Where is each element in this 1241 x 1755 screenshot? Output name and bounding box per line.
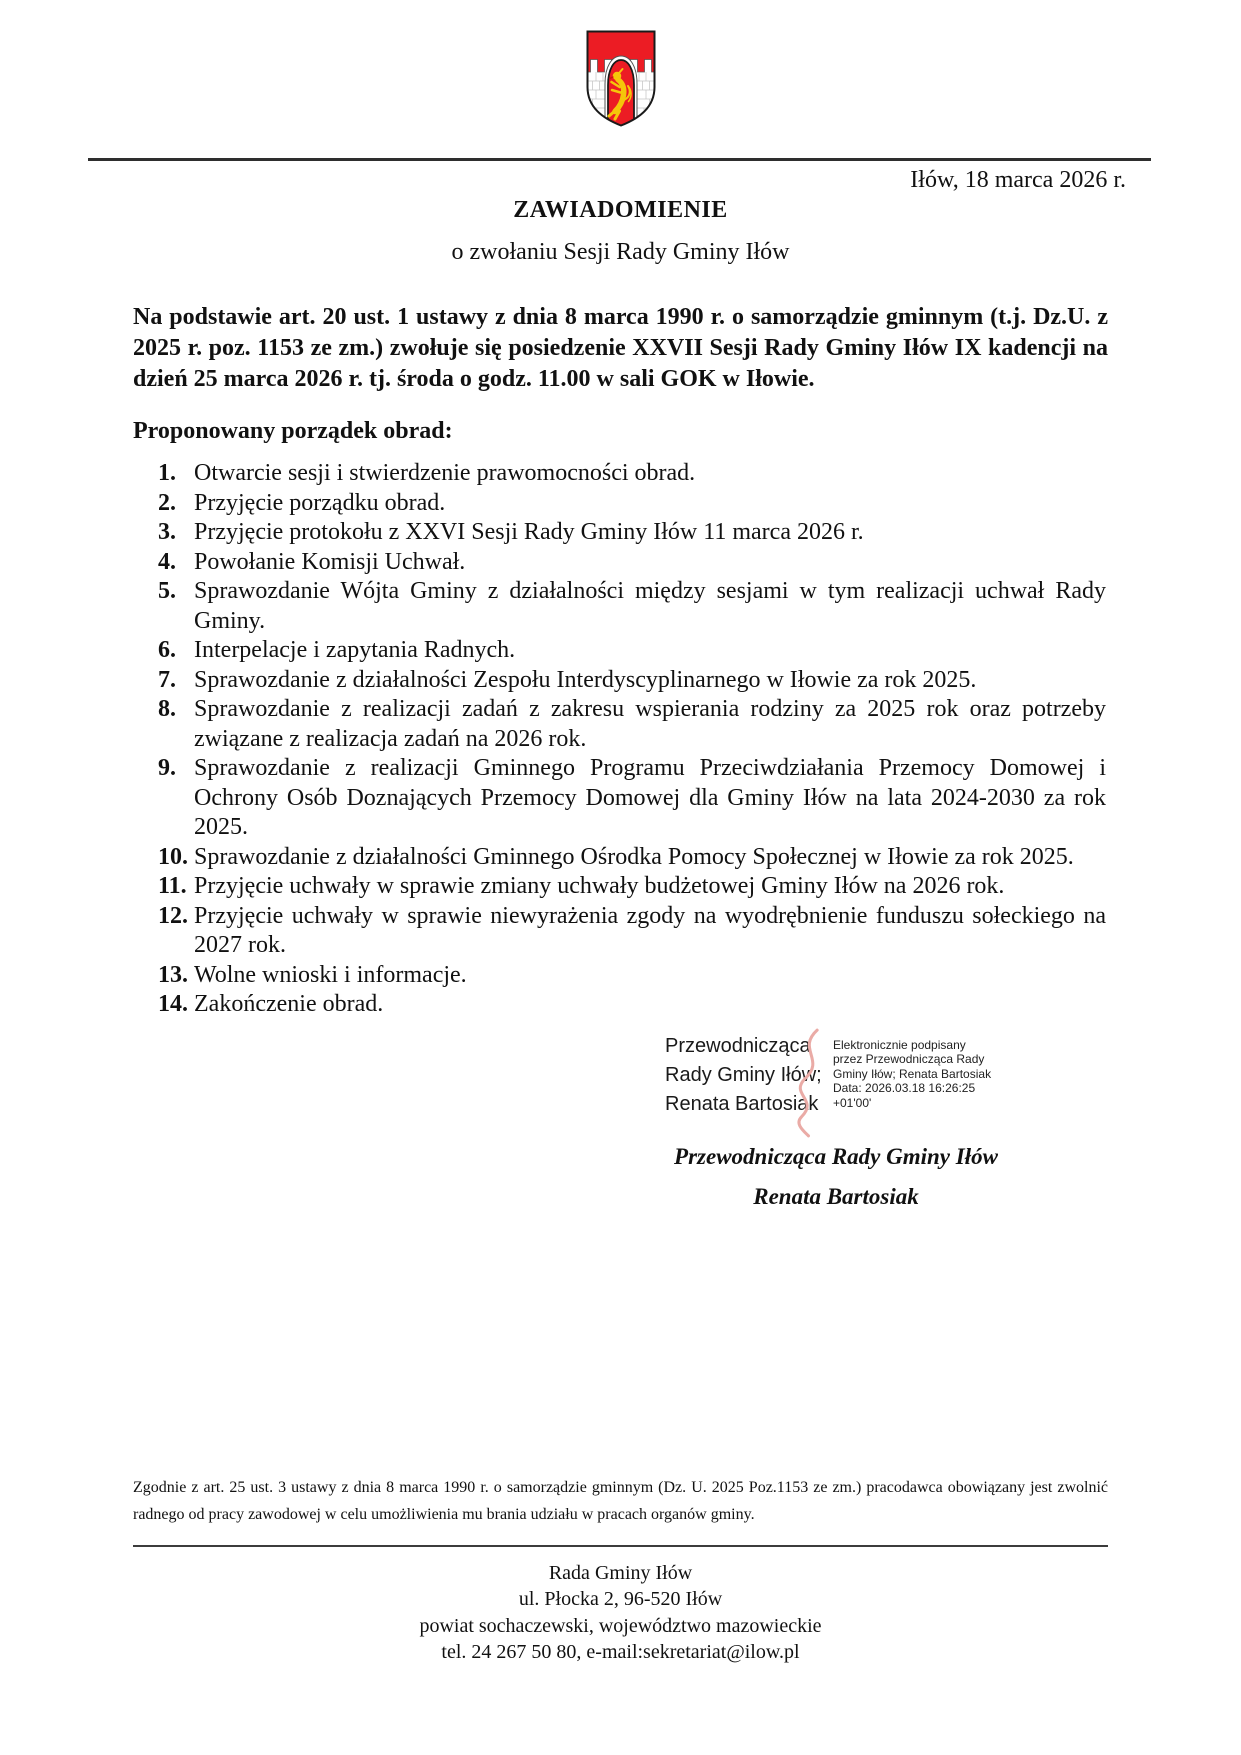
- signature-role: Przewodnicząca Rady Gminy Iłów: [674, 1143, 998, 1169]
- footer-contact: tel. 24 267 50 80, e-mail:sekretariat@ilow.pl: [441, 1641, 800, 1663]
- agenda-item-text: Interpelacje i zapytania Radnych.: [194, 637, 516, 663]
- agenda-item-14: [158, 990, 1108, 1020]
- agenda-item-13: [158, 961, 1108, 991]
- agenda-item-number: 14.: [158, 991, 188, 1017]
- agenda-item-number: 8.: [158, 696, 176, 722]
- ilow-coat-of-arms-icon: [583, 28, 659, 130]
- intro-paragraph: Na podstawie art. 20 ust. 1 ustawy z dnia 8 marca 1990 r. o samorządzie gminnym (t.j. Dz.U. z 2025 r. poz. 1153 ze zm.) zwołuje się posiedzenie XXVII Sesji Rady Gminy Iłów IX kadencji na dzień 25 marca 2026 r. tj. środa o godz. 11.00 w sali GOK w Iłowie.: [133, 304, 1108, 392]
- footer: [0, 1560, 1241, 1666]
- signer-line: Przewodnicząca: [665, 1034, 811, 1057]
- footer-address: ul. Płocka 2, 96-520 Iłów: [518, 1588, 723, 1610]
- legal-note: Zgodnie z art. 25 ust. 3 ustawy z dnia 8 marca 1990 r. o samorządzie gminnym (Dz. U. 2025 Poz.1153 ze zm.) pracodawca obowiązany jest zwolnić radnego od pracy zawodowej w celu umożliwienia mu brania udziału w pracach organów gminy.: [133, 1478, 1108, 1523]
- signature-name: Renata Bartosiak: [753, 1183, 919, 1209]
- agenda-item-3: [158, 518, 1108, 548]
- stamp-detail-line: +01'00': [833, 1095, 872, 1110]
- agenda-heading: Proponowany porządek obrad:: [133, 418, 453, 444]
- agenda-item-text: Wolne wnioski i informacje.: [194, 961, 467, 988]
- agenda-item-6: [158, 636, 1108, 666]
- agenda-item-12: [158, 902, 1108, 961]
- agenda-item-text: Powołanie Komisji Uchwał.: [194, 548, 466, 575]
- stamp-detail-line: Data: 2026.03.18 16:26:25: [833, 1081, 976, 1095]
- agenda-item-5: [158, 577, 1108, 636]
- agenda-item-text: Zakończenie obrad.: [194, 991, 384, 1017]
- stamp-detail-line: przez Przewodnicząca Rady: [833, 1052, 985, 1066]
- agenda-item-text: Sprawozdanie z realizacji Gminnego Programu Przeciwdziałania Przemocy Domowej i Ochrony Osób Doznających Przemocy Domowej dla Gminy Iłów na lata 2024-2030 za rok 2025.: [194, 755, 1106, 840]
- agenda-item-7: [158, 666, 1108, 696]
- agenda-item-number: 1.: [158, 460, 176, 486]
- electronic-signature-details: [833, 1038, 991, 1111]
- agenda-item-text: Sprawozdanie z działalności Gminnego Ośrodka Pomocy Społecznej w Iłowie za rok 2025.: [194, 843, 1074, 870]
- page-subtitle: o zwołaniu Sesji Rady Gminy Iłów: [451, 239, 790, 265]
- agenda-item-number: 9.: [158, 755, 176, 781]
- agenda-item-1: [158, 459, 1108, 489]
- crest-svg: [583, 28, 659, 130]
- agenda-item-4: [158, 548, 1108, 578]
- agenda-item-number: 3.: [158, 519, 176, 545]
- signature-flourish-icon: [779, 1026, 831, 1140]
- signature-area: [133, 1032, 1108, 1218]
- footer-org: Rada Gminy Iłów: [548, 1561, 693, 1584]
- agenda-item-8: [158, 695, 1108, 754]
- agenda-item-number: 7.: [158, 666, 176, 693]
- agenda-item-text: Sprawozdanie z działalności Zespołu Interdyscyplinarnego w Iłowie za rok 2025.: [194, 666, 977, 693]
- stamp-detail-line: Gminy Iłów; Renata Bartosiak: [833, 1066, 992, 1081]
- agenda-item-number: 10.: [158, 843, 188, 870]
- footer-region: powiat sochaczewski, województwo mazowieckie: [419, 1614, 822, 1637]
- agenda-item-text: Sprawozdanie Wójta Gminy z działalności między sesjami w tym realizacji uchwał Rady Gminy.: [194, 578, 1106, 634]
- agenda-item-number: 4.: [158, 548, 176, 575]
- signer-line: Rady Gminy Iłów;: [665, 1063, 822, 1086]
- agenda-list: [158, 459, 1108, 1020]
- agenda-item-2: [158, 489, 1108, 519]
- agenda-item-text: Przyjęcie porządku obrad.: [194, 489, 446, 516]
- agenda-item-number: 11.: [158, 873, 187, 899]
- agenda-item-number: 5.: [158, 578, 176, 604]
- date-line: Iłów, 18 marca 2026 r.: [910, 167, 1126, 193]
- page-title: ZAWIADOMIENIE: [513, 197, 728, 223]
- footer-divider: [133, 1545, 1108, 1547]
- agenda-item-text: Przyjęcie uchwały w sprawie zmiany uchwały budżetowej Gminy Iłów na 2026 rok.: [194, 873, 1005, 899]
- agenda-item-text: Przyjęcie uchwały w sprawie niewyrażenia zgody na wyodrębnienie funduszu sołeckiego na 2027 rok.: [194, 902, 1106, 958]
- agenda-item-text: Sprawozdanie z realizacji zadań z zakresu wspierania rodziny za 2025 rok oraz potrzeby związane z realizacja zadań na 2026 rok.: [194, 696, 1106, 752]
- stamp-detail-line: Elektronicznie podpisany: [833, 1037, 966, 1052]
- agenda-item-number: 13.: [158, 961, 188, 988]
- agenda-item-11: [158, 872, 1108, 902]
- header-divider: [88, 158, 1151, 161]
- agenda-item-9: [158, 754, 1108, 843]
- agenda-item-number: 2.: [158, 489, 176, 516]
- agenda-item-number: 12.: [158, 902, 188, 929]
- agenda-item-number: 6.: [158, 637, 176, 663]
- agenda-item-text: Otwarcie sesji i stwierdzenie prawomocności obrad.: [194, 460, 696, 486]
- agenda-item-10: [158, 843, 1108, 873]
- signer-line: Renata Bartosiak: [665, 1092, 819, 1115]
- agenda-item-text: Przyjęcie protokołu z XXVI Sesji Rady Gminy Iłów 11 marca 2026 r.: [194, 519, 864, 545]
